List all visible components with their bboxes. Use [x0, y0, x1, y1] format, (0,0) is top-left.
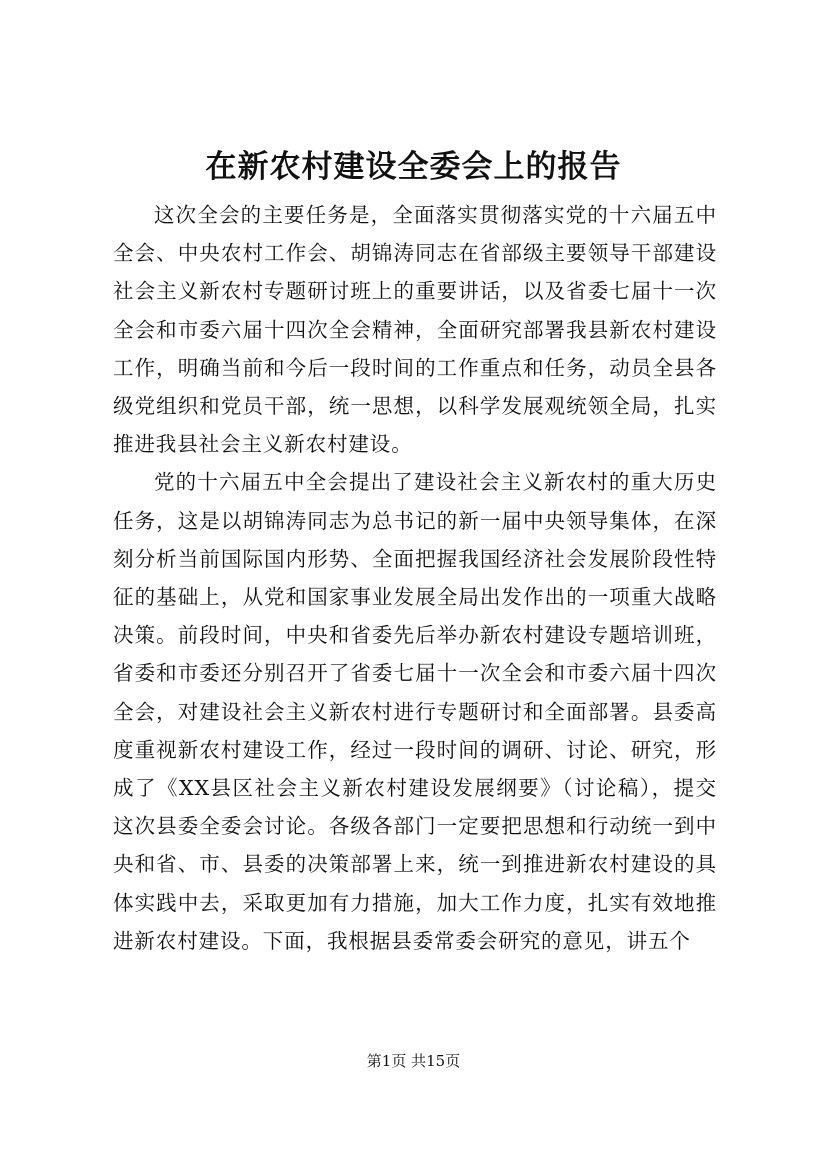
- paragraph-2: 党的十六届五中全会提出了建设社会主义新农村的重大历史任务，这是以胡锦涛同志为总书记的新一届中央领导集体，在深刻分析当前国际国内形势、全面把握我国经济社会发展阶段性特征的基础上，从党和国家事业发展全局出发作出的一项重大战略决策。前段时间，中央和省委先后举办新农村建设专题培训班，省委和市委还分别召开了省委七届十一次全会和市委六届十四次全会，对建设社会主义新农村进行专题研讨和全面部署。县委高度重视新农村建设工作，经过一段时间的调研、讨论、研究，形成了《XX县区社会主义新农村建设发展纲要》（讨论稿），提交这次县委全委会讨论。各级各部门一定要把思想和行动统一到中央和省、市、县委的决策部署上来，统一到推进新农村建设的具体实践中去，采取更加有力措施，加大工作力度，扎实有效地推进新农村建设。下面，我根据县委常委会研究的意见，讲五个: [113, 470, 717, 953]
- page-number-label: 第1页 共15页: [366, 1052, 461, 1070]
- document-title: 在新农村建设全委会上的报告: [205, 149, 622, 185]
- paragraph-1: 这次全会的主要任务是，全面落实贯彻落实党的十六届五中全会、中央农村工作会、胡锦涛同志在省部级主要领导干部建设社会主义新农村专题研讨班上的重要讲话，以及省委七届十一次全会和市委六届十四次全会精神，全面研究部署我县新农村建设工作，明确当前和今后一段时间的工作重点和任务，动员全县各级党组织和党员干部，统一思想，以科学发展观统领全局，扎实推进我县社会主义新农村建设。: [113, 203, 717, 457]
- document-body: [113, 196, 717, 960]
- page-footer: [0, 1051, 827, 1071]
